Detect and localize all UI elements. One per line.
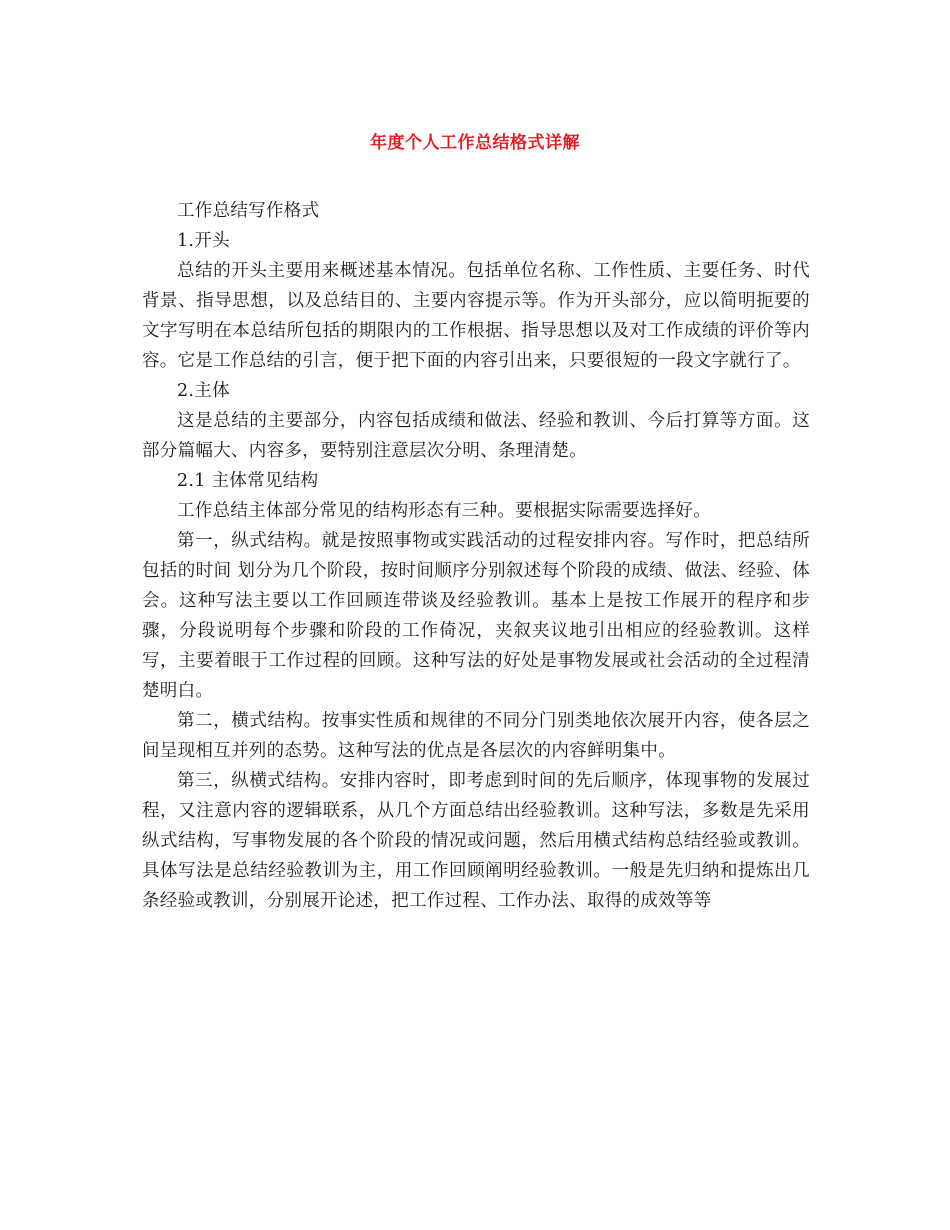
paragraph-main-body-text: 这是总结的主要部分，内容包括成绩和做法、经验和教训、今后打算等方面。这部分篇幅大、内容多，要特别注意层次分明、条理清楚。 <box>142 411 810 461</box>
paragraph-section-heading: 工作总结写作格式 <box>177 201 320 221</box>
paragraph-horizontal-structure: 第二，横式结构。按事实性质和规律的不同分门别类地依次展开内容，使各层之间呈现相互并列的态势。这种写法的优点是各层次的内容鲜明集中。 <box>142 711 810 761</box>
paragraph-heading-main-body: 2.主体 <box>177 381 230 401</box>
document-title: 年度个人工作总结格式详解 <box>370 133 580 153</box>
paragraph-vertical-structure: 第一，纵式结构。就是按照事物或实践活动的过程安排内容。写作时，把总结所包括的时间 划分为几个阶段，按时间顺序分别叙述每个阶段的成绩、做法、经验、体会。这种写法主要以工作回顾连带谈及经验教训。基本上是按工作展开的程序和步骤，分段说明每个步骤和阶段的工作倚况，夹叙夹议地引出相应的经验教训。这样写，主要着眼于工作过程的回顾。这种写法的好处是事物发展或社会活动的全过程清楚明白。 <box>142 531 810 701</box>
paragraph-heading-opening: 1.开头 <box>177 231 230 251</box>
paragraph-opening-text: 总结的开头主要用来概述基本情况。包括单位名称、工作性质、主要任务、时代背景、指导思想，以及总结目的、主要内容提示等。作为开头部分，应以简明扼要的文字写明在本总结所包括的期限内的工作根据、指导思想以及对工作成绩的评价等内容。它是工作总结的引言，便于把下面的内容引出来，只要很短的一段文字就行了。 <box>142 261 810 371</box>
document-body <box>142 196 810 916</box>
paragraph-combined-structure: 第三，纵横式结构。安排内容时，即考虑到时间的先后顺序，体现事物的发展过程，又注意内容的逻辑联系，从几个方面总结出经验教训。这种写法，多数是先采用纵式结构，写事物发展的各个阶段的情况或问题，然后用横式结构总结经验或教训。具体写法是总结经验教训为主，用工作回顾阐明经验教训。一般是先归纳和提炼出几条经验或教训，分别展开论述，把工作过程、工作办法、取得的成效等等 <box>142 771 810 911</box>
paragraph-structure-intro: 工作总结主体部分常见的结构形态有三种。要根据实际需要选择好。 <box>177 501 711 521</box>
paragraph-heading-structure: 2.1 主体常见结构 <box>177 471 319 491</box>
